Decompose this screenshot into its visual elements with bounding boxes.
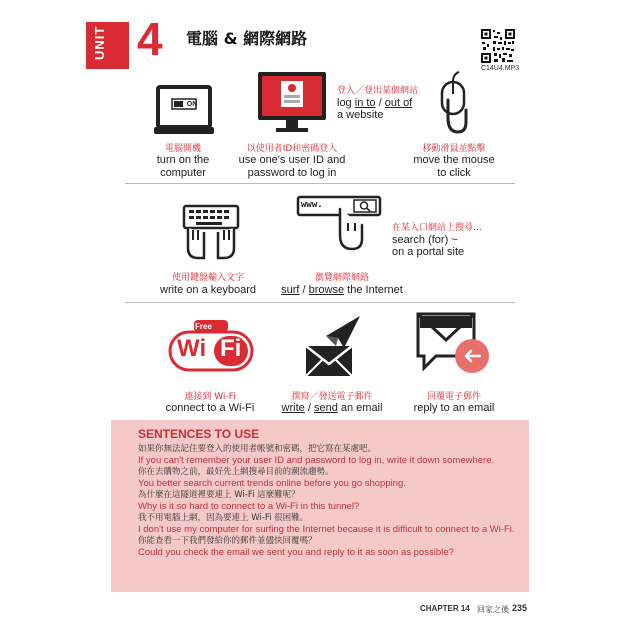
- laptop-on-label: ON: [186, 101, 198, 108]
- laptop-icon: [152, 85, 216, 137]
- log-in-en-2: password to log in: [247, 167, 337, 179]
- reply-en: reply to an email: [413, 402, 495, 414]
- divider-1: [125, 183, 515, 184]
- sentence-zh: 你能查看一下我們發給你的郵件並儘快回覆嗎？: [138, 536, 317, 546]
- sentences-title: SENTENCES TO USE: [138, 427, 260, 441]
- surf-en: surf / browse the Internet: [281, 284, 403, 296]
- turn-on-en-1: turn on the: [156, 154, 210, 166]
- monitor-login-icon: [256, 70, 328, 134]
- wifi-zh: 連接到 Wi-Fi: [184, 392, 236, 402]
- unit-number: 4: [137, 13, 163, 65]
- search-zh: 在某入口網站上搜尋…: [392, 223, 483, 233]
- surf-zh: 瀏覽網際網路: [314, 273, 369, 283]
- wifi-fi-label: Fi: [220, 335, 242, 362]
- wifi-wi-label: Wi: [177, 335, 207, 362]
- divider-2: [125, 302, 515, 303]
- keyboard-zh: 使用鍵盤輸入文字: [171, 273, 244, 283]
- sentence-en: Why is it so hard to connect to a Wi-Fi in this tunnel?: [138, 501, 360, 512]
- reply-email-icon: [414, 312, 494, 380]
- email-zh: 撰寫／發送電子郵件: [291, 392, 373, 402]
- www-label: www.: [301, 200, 323, 210]
- sentence-zh: 為什麼在這隧道裡要連上 Wi-Fi 這麼難呢？: [138, 490, 300, 500]
- qr-code-icon[interactable]: [480, 28, 516, 64]
- keyboard-typing-icon: [182, 200, 240, 262]
- move-mouse-zh: 移動滑鼠並點擊: [422, 144, 486, 154]
- audio-code: C14U4.MP3: [481, 65, 520, 72]
- sentence-en: I don't use my computer for surfing the Internet because it is difficult to connect to a Wi-Fi.: [138, 524, 515, 535]
- sentence-zh: 你在去購物之前，最好先上網搜尋目前的潮流趨勢。: [138, 467, 334, 477]
- sentence-en: Could you check the email we sent you and reply to it as soon as possible?: [138, 547, 454, 558]
- move-mouse-en-1: move the mouse: [413, 154, 495, 166]
- turn-on-en-2: computer: [160, 167, 206, 179]
- mouse-click-icon: [436, 70, 470, 136]
- sentence-en: If you can't remember your user ID and password to log in, write it down somewhere.: [138, 455, 495, 466]
- reply-zh: 回覆電子郵件: [426, 392, 481, 402]
- wifi-en: connect to a Wi-Fi: [165, 402, 255, 414]
- move-mouse-en-2: to click: [437, 167, 471, 179]
- log-in-out-en-2: a website: [337, 109, 384, 121]
- page-number: 235: [512, 603, 528, 613]
- sentences-panel: [111, 420, 529, 592]
- sentence-zh: 如果你無法記住要登入的使用者帳號和密碼，把它寫在某處吧。: [138, 444, 377, 454]
- sentence-en: You better search current trends online before you go shopping.: [138, 478, 406, 489]
- keyboard-en: write on a keyboard: [160, 284, 256, 296]
- wifi-free-label: Free: [195, 322, 212, 331]
- send-email-icon: [302, 312, 362, 380]
- search-en-2: on a portal site: [392, 246, 465, 258]
- log-in-zh: 以使用者ID和密碼登入: [246, 144, 338, 154]
- log-in-out-zh: 登入／登出某個網站: [337, 86, 419, 96]
- turn-on-zh: 電腦開機: [164, 144, 201, 154]
- log-in-en-1: use one's user ID and: [238, 154, 346, 166]
- page-title: 電腦 & 網際網路: [186, 29, 308, 48]
- log-in-out-en-1: log in to / out of: [337, 97, 413, 109]
- footer-chapter: CHAPTER 14: [420, 604, 470, 613]
- unit-label: UNIT: [92, 25, 107, 60]
- sentence-zh: 我不用電腦上網，因為要連上 Wi-Fi 很困難。: [138, 513, 309, 523]
- sentence-list: [138, 444, 528, 559]
- footer-chapter-title: 回家之後: [477, 605, 509, 614]
- email-en: write / send an email: [281, 402, 383, 414]
- search-en-1: search (for) ~: [392, 234, 458, 246]
